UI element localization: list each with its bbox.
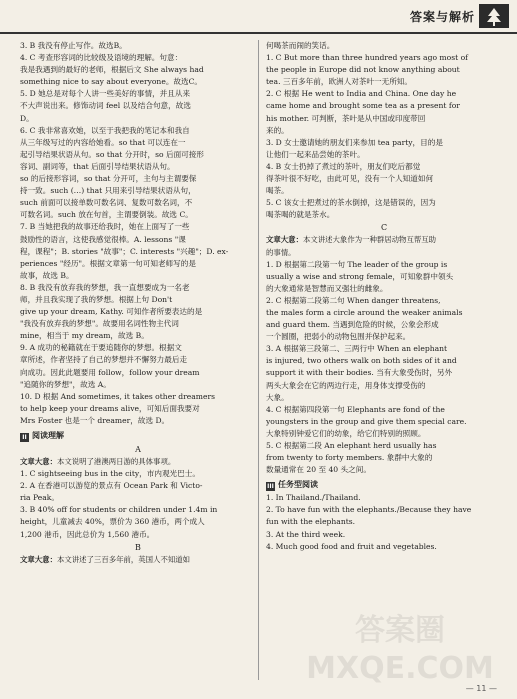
answer-line: tea. 三百多年前，欧洲人对茶叶一无所知。 <box>266 77 412 87</box>
summary-text: 本文讲述了三百多年前，英国人不知道如 <box>56 554 191 564</box>
section-badge: III <box>267 483 274 491</box>
section-title-text: 阅读理解 <box>32 431 64 440</box>
section-badge: II <box>20 433 29 442</box>
answer-line: 3. D 女士邀请她的朋友们来参加 tea party，目的是 <box>266 137 443 147</box>
answer-line: 喝茶喝的就是茶水。 <box>266 210 335 220</box>
section-reading-title <box>20 429 256 443</box>
answer-line: 1,200 港币，因此总价为 1,560 港币。 <box>20 529 155 539</box>
answer-line: ria Peak。 <box>20 493 59 503</box>
answer-line: such 前面可以接单数可数名词、复数可数名词，不 <box>20 198 193 208</box>
answer-line: usually a wise and strong female，可知象群中领头 <box>266 271 454 281</box>
part-c-summary <box>266 234 502 246</box>
summary-label: 文章大意： <box>266 235 303 245</box>
section-title-text: 任务型阅读 <box>278 480 318 490</box>
part-a-letter: A <box>135 445 141 454</box>
answer-line: 1. D 根据第二段第一句 The leader of the group is <box>266 259 448 269</box>
page-number: — 11 — <box>465 684 497 693</box>
answer-line: 7. B 当她把我的故事还给我时，她在上面写了一些 <box>20 222 190 232</box>
answer-line: 4. C 考查形容词的比较级及语境的理解。句意： <box>20 53 183 63</box>
answer-line: D。 <box>20 113 34 123</box>
answer-line: 两头大象会在它的两边行走，用身体支撑受伤的 <box>266 380 426 390</box>
answer-line: 1. C sightseeing bus in the city，市内观光巴士。 <box>20 469 200 479</box>
part-c-letter: C <box>380 223 388 233</box>
answer-line: 3. A 根据第三段第二、三两行中 When an elephant <box>266 344 448 354</box>
left-answer-lines <box>20 40 256 427</box>
answer-line: Mrs Foster 也是一个 dreamer，故选 D。 <box>20 415 170 425</box>
answer-line: 3. B 我没有停止写作。故选B。 <box>20 41 127 50</box>
header-title: 答案与解析 <box>409 10 475 24</box>
answer-line: fun with the elephants. <box>266 517 356 527</box>
column-divider <box>258 40 259 680</box>
summary-text: 本文讲述大象作为一种群居动物互帮互助 <box>302 235 437 245</box>
answer-line: 2. C 根据第二段第二句 When danger threatens, <box>266 295 441 305</box>
answer-line: 2. A 在香港可以游览的景点有 Ocean Park 和 Victo- <box>20 481 203 491</box>
answer-line: give up your dream, Kathy. 可知作者所要表达的是 <box>20 307 203 317</box>
part-b-summary <box>20 554 256 566</box>
answer-line: 我是我遇到的最好的老师，根据后文 She always had <box>20 65 204 75</box>
book-tree-logo-icon <box>479 4 509 28</box>
watermark-logo <box>300 600 500 690</box>
answer-line: from twenty to forty members. 象群中大象的 <box>266 453 433 463</box>
answer-line: 程，课程"；B. stories "故事"；C. interests "兴趣"；D. ex- <box>20 246 229 256</box>
answer-line: 得茶叶很不好吃，由此可见，没有一个人知道如何 <box>266 174 434 184</box>
answer-line: and guard them. 当遇到危险的时候，公象会形成 <box>266 320 439 330</box>
answer-line: 喝茶。 <box>266 186 289 196</box>
answer-line: 5. C 根据第二段 An elephant herd usually has <box>266 441 437 450</box>
answer-line: 数量通常在 20 至 40 头之间。 <box>266 465 371 475</box>
answer-line: "追随你的梦想"，故选 A。 <box>20 379 111 389</box>
answer-line: 5. D 她总是对每个人讲一些美好的事情，并且从来 <box>20 89 191 99</box>
summary-label: 文章大意： <box>20 457 57 466</box>
summary-label: 文章大意： <box>20 554 57 564</box>
answer-line: 4. C 根据第四段第一句 Elephants are fond of the <box>266 404 445 414</box>
part-a-items <box>20 468 256 541</box>
answer-line: periences "经历"。根据文章第一句可知老师写的是 <box>20 258 196 268</box>
right-answer-lines <box>266 40 502 221</box>
answer-line: 6. C 我非常喜欢她，以至于我把我的笔记本和我自 <box>20 125 190 135</box>
answer-line: 大象特别钟爱它们的幼象，给它们特别的照顾。 <box>266 428 426 438</box>
answer-line: 3. B 40% off for students or children under 1.4m in <box>20 505 218 515</box>
part-c-items <box>266 259 502 477</box>
answer-line: 从三年级写过的内容给她看。so that 可以连在一 <box>20 137 186 147</box>
answer-line: 师，并且我实现了我的梦想。根据上句 Don't <box>20 294 173 304</box>
part-b-letter: B <box>135 542 141 552</box>
answer-line: 9. A 成功的秘籍就在于要追随你的梦想。根据文 <box>20 343 182 353</box>
answer-line: 4. Much good food and fruit and vegetables. <box>266 541 437 551</box>
answer-line: 向成功。因此此题要用 follow，follow your dream <box>20 367 200 377</box>
part-c-summary-cont: 的事情。 <box>266 247 296 257</box>
part-a-summary <box>20 456 256 468</box>
watermark-text: MXQE.COM <box>306 651 494 686</box>
answer-line: 来的。 <box>266 125 289 135</box>
answer-line: is injured, two others walk on both sides of it and <box>266 356 457 366</box>
answer-line: 4. B 女士扔掉了煮过的茶叶，朋友们吃后都觉 <box>266 161 421 171</box>
answer-line: the people in Europe did not know anything about <box>266 65 460 75</box>
answer-line: to help keep your dreams alive，可知后面我要对 <box>20 403 200 413</box>
answer-line: his mother. 可判断，茶叶是从中国或印度带回 <box>266 113 426 123</box>
summary-text: 本文说明了港澳两日游的具体事项。 <box>56 457 176 466</box>
answer-line: support it with their bodies. 当有大象受伤时，另外 <box>266 368 453 378</box>
answer-line: came home and brought some tea as a present for <box>266 101 460 111</box>
answer-line: 何喝茶而闹的笑话。 <box>266 41 335 50</box>
answer-line: 容词、副词等，that 后面引导结果状语从句。 <box>20 161 175 171</box>
left-column <box>20 40 256 566</box>
answer-line: so 的后接形容词，so that 分开可，主句与主谓要保 <box>20 174 197 184</box>
answer-line: 10. D 根据 And sometimes, it takes other dreamers <box>20 391 215 401</box>
answer-line: 可数名词。such 放在句首，主谓要倒装。故选 C。 <box>20 210 193 220</box>
answer-line: 8. B 我没有放弃我的梦想，我一直想要成为一名老 <box>20 282 190 292</box>
answer-line: 鼓励性的语言，这使我感觉很棒。A. lessons "课 <box>20 234 186 244</box>
answer-line: 的大象通常是智慧而又强壮的雌象。 <box>266 283 388 293</box>
answer-line: 5. C 该女士把煮过的茶水倒掉，这是错误的，因为 <box>266 198 436 208</box>
answer-line: 章所述，作者坚持了自己的梦想并不懈努力最后走 <box>20 355 188 365</box>
answer-line: youngsters in the group and give them special care. <box>266 416 467 426</box>
answer-line: 不大声说出来。修饰动词 feel 以及结合句意，故选 <box>20 101 191 111</box>
answer-line: 1. C But more than three hundred years ago most of <box>266 53 468 63</box>
answer-line: 故事，故选 B。 <box>20 270 74 280</box>
answer-line: "我没有放弃我的梦想"。故要用名词性物主代词 <box>20 319 179 329</box>
answer-line: something nice to say about everyone。故选C。 <box>20 77 203 87</box>
answer-line: mine，相当于 my dream，故选 B。 <box>20 331 149 341</box>
answer-line: 3. At the third week. <box>266 529 346 539</box>
answer-line: 一个圆圈，把弱小的动物包围并保护起来。 <box>266 332 411 342</box>
answer-line: the males form a circle around the weaker animals <box>266 307 463 317</box>
answer-line: 2. To have fun with the elephants./Because they have <box>266 505 472 515</box>
answer-line: height，儿童减去 40%，票价为 360 港币，两个成人 <box>20 517 205 527</box>
answer-line: 起引导结果状语从句。so that 分开时，so 后面可接形 <box>20 149 204 159</box>
watermark-sub: 答案圈 <box>355 613 445 648</box>
answer-line: 1. In Thailand./Thailand. <box>266 493 361 503</box>
answer-line: 持一致。such (…) that 只用来引导结果状语从句， <box>20 186 196 196</box>
answer-line: 大象。 <box>266 392 289 402</box>
page-header <box>0 0 517 34</box>
answer-line: 2. C 根据 He went to India and China. One day he <box>266 89 457 99</box>
task-items <box>266 492 502 552</box>
section-task-title <box>266 478 502 492</box>
right-column <box>266 40 502 553</box>
answer-line: 让他们一起来品尝她的茶叶。 <box>266 149 365 159</box>
